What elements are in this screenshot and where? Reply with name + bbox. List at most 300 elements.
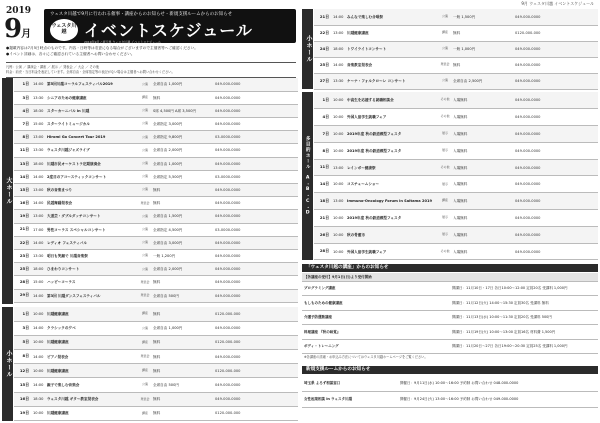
event-price: 無料 [152,307,214,321]
info-row [302,339,598,354]
event-name: ケーナ・フォルクローレ コンサート [346,73,438,89]
event-row [14,197,298,210]
event-price: 無料 [152,350,214,364]
event-time: 13:30 [332,73,346,89]
courses-table [302,273,598,354]
event-time: 18:30 [32,104,46,117]
event-day: 1日 [314,92,332,109]
event-price: 全席自由 1,000円 [152,157,214,170]
event-kind: 公演 [138,144,152,157]
info-detail: 開催日：9月11日(水) 10:00〜16:00 予約制 お問い合わせ 048-000-0000 [398,375,598,391]
event-name: ウェスタ川越 ギター教室発表会 [46,392,138,406]
event-name: 民謡舞踊発表会 [46,197,138,210]
event-time: 13:00 [332,193,346,210]
month-label [4,15,30,45]
event-day: 14日 [314,176,332,193]
info-name: 埼玉県 よろず相談窓口 [302,375,398,391]
event-day: 22日 [314,25,332,41]
event-kind: 講座 [438,193,452,210]
event-day: 28日 [314,243,332,260]
multipurpose-hall-section [302,92,598,260]
event-kind: 公演 [138,184,152,197]
event-price: 全席指定 5,500円 [152,170,214,183]
event-price: 無料 [152,335,214,349]
event-contact: 049-000-0000 [214,236,298,249]
event-kind: 講座 [138,406,152,420]
event-name: 親子で楽しむ音楽会 [46,378,138,392]
info-row [302,281,598,296]
event-time: 10:00 [332,176,346,193]
event-contact: 049-000-0000 [514,41,598,57]
courses-section-title: 「ウェスタ川越の講座」からのお知らせ [302,264,598,272]
event-day: 26日 [314,226,332,243]
right-column [302,0,598,423]
event-day: 22日 [14,236,32,249]
event-contact: 03-0000-0000 [214,131,298,144]
event-name: レディオ フェスティバル [46,236,138,249]
title-banner [44,9,296,43]
event-name: 第5回川越コーラルフェスティバル2019 [46,78,138,91]
event-price: 入場無料 [452,126,514,143]
event-kind: 発表会 [438,57,452,73]
event-name: 2度目のアコースティックコンサート [46,170,138,183]
event-time: 13:00 [332,25,346,41]
event-contact: 049-000-0000 [214,249,298,262]
small-hall-continued-table [314,9,598,90]
event-row [14,91,298,104]
event-kind: 展示 [438,226,452,243]
left-column [2,0,298,423]
event-price: 無料 [452,25,514,41]
event-day: 16日 [14,197,32,210]
event-row [314,9,598,25]
event-contact: 0120-000-000 [214,307,298,321]
event-contact: 049-000-0000 [514,142,598,159]
event-time: 13:30 [32,91,46,104]
event-kind: 展示 [438,176,452,193]
info-name: 女性起業相談 in ウェスタ川越 [302,391,398,407]
event-kind: その他 [438,109,452,126]
event-price: 全席指定 9,800円 [152,131,214,144]
event-price: 入場無料 [452,92,514,109]
event-name: Immuno-Oncology Forum in Saitama 2019 [346,193,438,210]
info-row [302,325,598,340]
event-name: 外国人留学生就職フェア [346,109,438,126]
event-kind: 発表会 [138,392,152,406]
event-day: 15日 [14,184,32,197]
event-name: スターライトミュージカル [46,118,138,131]
event-kind: 展示 [438,126,452,143]
event-contact: 049-000-0000 [214,289,298,302]
event-contact: 049-000-0000 [214,104,298,117]
info-detail: 開催日：9月24日(火) 13:00〜16:00 予約制 お問い合わせ 049-000-0000 [398,391,598,407]
event-price: 全席自由 2,000円 [152,144,214,157]
event-name: 明日も笑顔で 川越音楽祭 [46,249,138,262]
event-contact: 049-000-0000 [514,73,598,89]
event-kind: 公演 [438,41,452,57]
legend-block [6,62,296,78]
event-time: 10:00 [332,142,346,159]
event-price: 一般 1,000円 [452,41,514,57]
event-time: 10:00 [32,307,46,321]
event-row [14,184,298,197]
event-row [314,176,598,193]
event-time: 14:00 [32,321,46,335]
event-time: 18:00 [32,157,46,170]
event-row [314,142,598,159]
event-name: 2019年度 秋の鉄道模型フェスタ [346,126,438,143]
event-day: 28日 [14,276,32,289]
large-hall-section [2,78,298,304]
rooms-section-title: 新規支援ルームからのお知らせ [302,366,598,374]
event-kind: 公演 [138,131,152,144]
event-row [314,73,598,89]
event-kind: 公演 [138,378,152,392]
event-price: 入場無料 [452,159,514,176]
event-name: 川越健康講座 [46,307,138,321]
event-kind: 公演 [138,321,152,335]
event-time: 18:30 [32,392,46,406]
event-row [14,236,298,249]
event-row [314,92,598,109]
event-time: 13:00 [332,159,346,176]
event-day: 11日 [314,159,332,176]
event-day: 13日 [14,157,32,170]
event-name: 外国人留学生就職フェア [346,243,438,260]
page-title: イベントスケジュール [84,21,253,40]
event-day: 21日 [14,223,32,236]
event-time: 10:00 [332,126,346,143]
multipurpose-hall-table [314,92,598,260]
event-day: 29日 [14,289,32,302]
event-price: 全席自由 500円 [152,378,214,392]
event-kind: 公演 [438,9,452,25]
event-time: 14:00 [32,197,46,210]
event-price: 全席自由 1,000円 [152,78,214,91]
event-name: 川越健康講座 [46,364,138,378]
event-day: 23日 [14,249,32,262]
event-price: 全席自由 1,000円 [152,321,214,335]
event-price: 全席自由 1,500円 [152,210,214,223]
info-name: 介護予防運動講座 [302,310,450,325]
event-contact: 049-000-0000 [514,176,598,193]
event-row [14,157,298,170]
event-day: 27日 [314,73,332,89]
event-contact: 0120-000-000 [214,364,298,378]
event-contact: 049-000-0000 [214,378,298,392]
event-row [314,243,598,260]
event-time: 13:00 [32,131,46,144]
event-contact: 049-000-0000 [214,210,298,223]
event-price: 無料 [152,364,214,378]
event-time: 15:00 [32,118,46,131]
event-name: 2019年度 秋の鉄道模型フェスタ [346,142,438,159]
event-row [14,104,298,117]
event-name: 秋の音楽まつり [46,184,138,197]
event-name: レインボー健康祭 [346,159,438,176]
event-day: 8日 [14,131,32,144]
event-row [314,57,598,73]
event-name: ひまわりコンサート [46,263,138,276]
event-kind: 講座 [138,364,152,378]
event-name: ピアノ発表会 [46,350,138,364]
event-price: 無料 [152,406,214,420]
multipurpose-hall-label: 多目的ホール A・B・C・D [302,92,313,260]
event-day: 3日 [14,91,32,104]
event-name: 中高生を応援する就職相談会 [346,92,438,109]
event-row [314,193,598,210]
event-day: 4日 [14,104,32,117]
event-name: トワイライトコンサート [346,41,438,57]
event-time: 13:30 [32,249,46,262]
event-time: 14:00 [32,78,46,91]
event-price: 入場無料 [452,109,514,126]
event-name: ハッピーコーラス [46,276,138,289]
event-price: 入場無料 [452,210,514,227]
event-name: Hiromi Go Concert Tour 2019 [46,131,138,144]
event-kind: 公演 [138,118,152,131]
event-row [14,335,298,349]
info-row [302,391,598,407]
event-row [14,289,298,302]
event-day: 11日 [14,144,32,157]
event-row [14,263,298,276]
event-day: 7日 [314,126,332,143]
info-detail: 開講日：11月12日(火) 14:00〜15:30 定員30名 受講料 無料 [450,296,598,311]
info-name: 料理講座 『秋の味覚』 [302,325,450,340]
info-row [302,375,598,391]
event-price: 入場無料 [452,193,514,210]
event-time: 14:00 [32,289,46,302]
event-kind: 発表会 [138,350,152,364]
event-time: 14:00 [32,170,46,183]
event-contact: 049-000-0000 [514,226,598,243]
event-day: 1日 [14,307,32,321]
event-name: 第3回 川越ダンスフェスティバル [46,289,138,302]
info-row [302,296,598,311]
event-time: 14:00 [332,57,346,73]
event-day: 3日 [14,321,32,335]
event-day: 7日 [14,118,32,131]
event-kind: その他 [438,243,452,260]
event-name: 川越市民オーケストラ定期演奏会 [46,157,138,170]
event-time: 10:00 [332,243,346,260]
event-kind: 公演 [138,223,152,236]
event-name: コスチュームショー [346,176,438,193]
event-row [314,126,598,143]
event-contact: 049-000-0000 [214,118,298,131]
event-row [14,249,298,262]
event-name: 2019年度 秋の鉄道模型フェスタ [346,210,438,227]
event-price: 一般 1,200円 [152,249,214,262]
event-row [14,78,298,91]
event-contact: 049-000-0000 [214,392,298,406]
event-time: 14:00 [32,378,46,392]
legend-line: 料金：前売・当日料金を表記しています。全席自由・全席指定等の表記がない場合は主催者へお問い合わせください。 [6,69,175,74]
event-name: 大道芸・ダブルダッチコンサート [46,210,138,223]
courses-footnote: ※各講座の詳細・お申込み方法についてはウェスタ川越ホームページをご覧ください。 [304,355,428,359]
event-name: 男性コーラス スペシャルコンサート [46,223,138,236]
event-day: 4日 [314,109,332,126]
small-hall-section [2,307,298,421]
event-contact: 049-000-0000 [214,144,298,157]
event-contact: 049-000-0000 [214,184,298,197]
event-contact: 049-000-0000 [214,197,298,210]
event-kind: 発表会 [138,276,152,289]
info-name: もしものための健康講座 [302,296,450,311]
event-row [314,226,598,243]
event-kind: 発表会 [138,289,152,302]
event-kind: 展示 [438,142,452,159]
note-line: ●イベント詳細は、各々にご確認されている主催者へお問い合わせください。 [6,51,135,56]
event-price: 無料 [452,57,514,73]
event-contact: 0120-000-000 [514,25,598,41]
event-price: 一般 1,500円 [452,9,514,25]
event-name: みんなで楽しむ合唱祭 [346,9,438,25]
banner-sub-line: 2019年9月 / 埼玉県 ウェスタ川越 イベントスケジュール [84,40,162,44]
legend-line: 凡例：公演 ／ 講演会・講座 ／ 展示 ／ 発表会 ／ 大会 ／ その他 [6,65,100,69]
event-kind: 公演 [138,104,152,117]
event-time: 10:00 [332,226,346,243]
event-day: 16日 [14,392,32,406]
event-name: スターカーニバル in 川越 [46,104,138,117]
event-contact: 049-000-0000 [514,92,598,109]
event-kind: 講座 [138,91,152,104]
event-contact: 049-000-0000 [214,91,298,104]
event-time: 13:30 [32,144,46,157]
event-kind: 公演 [138,157,152,170]
info-detail: 開講日：11月19日(火) 10:00〜13:00 定員16名 材料費 1,500円 [450,325,598,340]
event-time: 13:00 [32,210,46,223]
event-kind: 講座 [138,335,152,349]
event-time: 14:00 [32,350,46,364]
event-price: 無料 [152,197,214,210]
event-price: 無料 [152,392,214,406]
small-hall-continued-section [302,9,598,89]
event-row [14,210,298,223]
event-price: 全席自由 2,500円 [452,73,514,89]
event-price: S席 4,500円 A席 3,500円 [152,104,214,117]
event-day: 21日 [314,210,332,227]
event-price: 入場無料 [452,243,514,260]
event-time: 10:00 [32,406,46,420]
event-contact: 049-000-0000 [514,109,598,126]
event-day: 19日 [14,406,32,420]
event-name: 川越健康講座 [346,25,438,41]
event-kind: 公演 [138,210,152,223]
event-time: 13:00 [32,184,46,197]
event-time: 14:00 [332,9,346,25]
event-row [14,392,298,406]
event-contact: 049-000-0000 [214,321,298,335]
event-row [314,41,598,57]
info-name: ボディ・トレーニング [302,339,450,354]
event-time: 15:00 [32,276,46,289]
event-row [314,109,598,126]
event-day: 21日 [314,9,332,25]
note-line: ●掲載内容は7月5日時点のものです。内容・日時等は変更になる場合がございますので主催者等へご確認ください。 [6,46,198,50]
month-number: 9 [4,14,22,44]
event-row [314,210,598,227]
info-name: プログラミング講座 [302,281,450,296]
event-contact: 049-000-0000 [514,159,598,176]
event-contact: 049-000-0000 [214,350,298,364]
event-time: 18:00 [332,41,346,57]
event-kind: 講座 [438,25,452,41]
event-time: 10:00 [32,364,46,378]
event-contact: 049-000-0000 [514,210,598,227]
event-contact: 0120-000-000 [214,406,298,420]
event-row [14,223,298,236]
event-kind: その他 [438,92,452,109]
event-kind: 講座 [138,307,152,321]
event-contact: 049-000-0000 [514,57,598,73]
event-kind: 公演 [138,263,152,276]
event-time: 18:00 [32,263,46,276]
year-label: 2019 [6,6,32,16]
rooms-table [302,375,598,408]
event-price: 全席自由 2,000円 [152,263,214,276]
event-kind: 展示 [438,210,452,227]
event-day: 12日 [14,364,32,378]
event-contact: 049-000-0000 [514,9,598,25]
event-day: 8日 [14,350,32,364]
event-kind: 公演 [138,236,152,249]
info-detail: 開講日：11月13日(水) 10:00〜11:30 定員20名 受講料 500円 [450,310,598,325]
running-header: 9月 ウェスタ川越 イベントスケジュール [521,1,594,6]
event-day: 19日 [14,210,32,223]
event-row [14,118,298,131]
event-day: 25日 [314,57,332,73]
event-price: 入場無料 [452,226,514,243]
event-price: 全席指定 4,500円 [152,223,214,236]
event-row [14,144,298,157]
small-hall-continued-label: 小ホール [302,9,313,89]
event-price: 無料 [152,276,214,289]
event-price: 全席自由 500円 [152,289,214,302]
event-row [14,276,298,289]
event-row [14,131,298,144]
event-contact: 049-000-0000 [514,126,598,143]
event-price: 全席自由 3,000円 [152,236,214,249]
event-price: 無料 [152,184,214,197]
event-day: 8日 [314,142,332,159]
info-row [302,310,598,325]
event-name: 秋の骨董市 [346,226,438,243]
event-name: 音楽教室発表会 [346,57,438,73]
large-hall-label: 大ホール [2,78,13,304]
event-day: 18日 [314,193,332,210]
event-contact: 03-0000-0000 [214,223,298,236]
event-contact: 049-000-0000 [214,263,298,276]
event-price: 入場無料 [452,142,514,159]
courses-subtitle: 【各講座の受付】9月1日(日)より受付開始 [302,273,598,281]
event-name: クラシックの夕べ [46,321,138,335]
event-kind: その他 [438,159,452,176]
event-row [14,170,298,183]
event-time: 10:00 [332,92,346,109]
event-kind: 公演 [138,170,152,183]
event-contact: 0120-000-000 [214,335,298,349]
event-day: 24日 [314,41,332,57]
event-row [14,350,298,364]
event-contact: 049-000-0000 [214,78,298,91]
event-name: 川越健康講座 [46,335,138,349]
event-row [14,406,298,420]
event-kind: 公演 [138,249,152,262]
event-name: ウェスタ川越ジャズライブ [46,144,138,157]
event-name: シニアのための健康講座 [46,91,138,104]
